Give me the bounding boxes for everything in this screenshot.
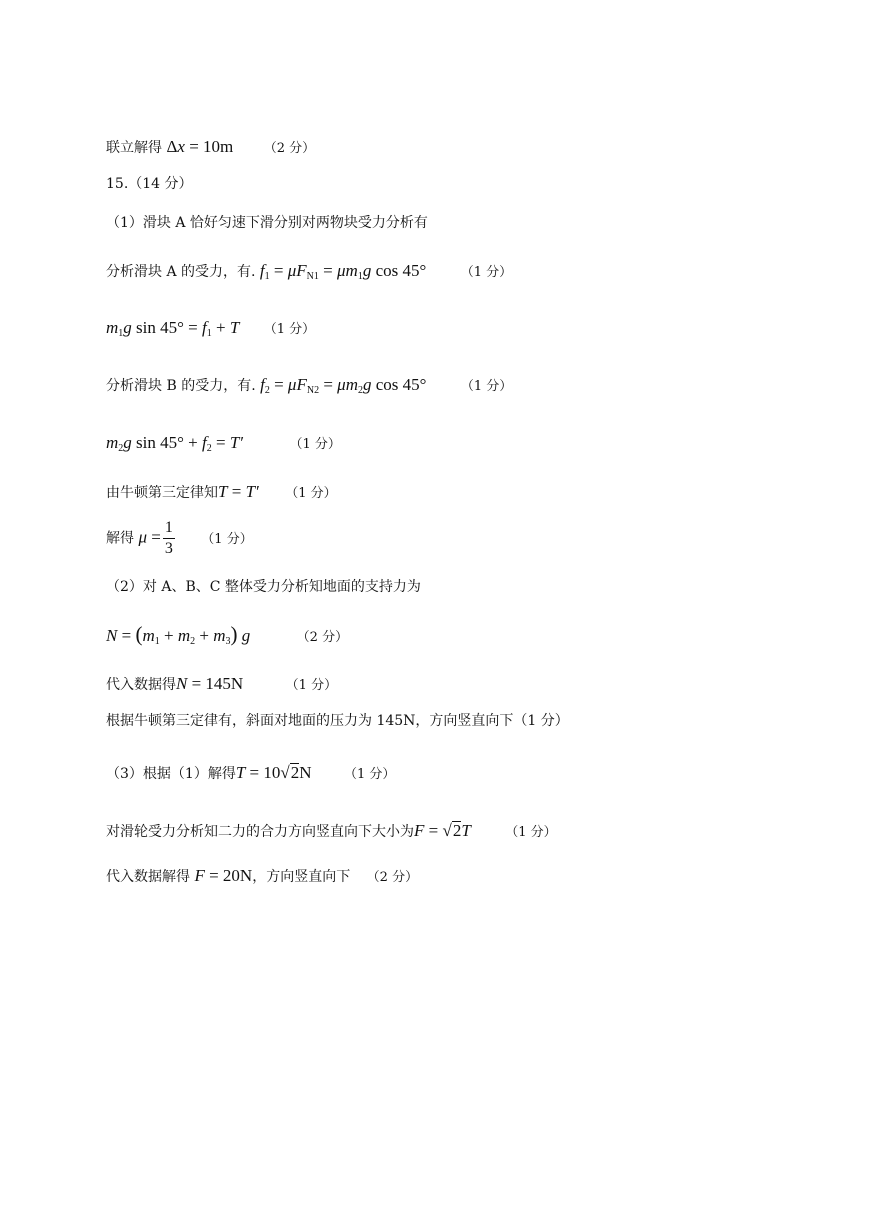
text-substitute: 代入数据得 — [106, 677, 176, 693]
text-jiede: 解得 — [106, 530, 134, 547]
solution-line-f1 — [106, 262, 512, 282]
solution-line-f2 — [106, 376, 512, 396]
score-mark: （1 分） — [505, 825, 557, 840]
solution-line-n — [106, 624, 348, 647]
text-lianli: 联立解得 — [106, 140, 162, 156]
score-mark: （1 分） — [460, 379, 513, 394]
text-direction: ，方向竖直向下 — [252, 869, 351, 885]
text-pressure: 根据牛顿第三定律有，斜面对地面的压力为 145N，方向竖直向下（1 分） — [106, 713, 569, 729]
text-substitute-solve: 代入数据解得 — [106, 869, 190, 885]
score-mark: （1 分） — [460, 265, 513, 280]
solution-line-1 — [106, 138, 315, 155]
score-mark: （1 分） — [201, 531, 253, 547]
equation-mu: μ = — [138, 527, 161, 547]
score-mark: （1 分） — [289, 437, 341, 452]
text-analysis-b: 分析滑块 B 的受力，有. — [106, 378, 256, 394]
equation-tension: T = 10√2N — [235, 763, 312, 782]
solution-line-eq-a — [106, 319, 315, 339]
score-mark: （1 分） — [285, 486, 337, 501]
score-mark: （2 分） — [366, 870, 419, 885]
solution-line-tension — [106, 763, 395, 782]
score-mark: （1 分） — [263, 322, 316, 337]
fraction-one-third: $\frac{1}{3}$ — [164, 519, 173, 557]
equation-f-20: F = 20N — [194, 866, 253, 885]
text-analysis-a: 分析滑块 A 的受力，有. — [106, 264, 256, 280]
equation-n-145: N = 145N — [176, 674, 244, 693]
part-1-intro — [106, 216, 428, 230]
score-mark: （2 分） — [263, 141, 316, 156]
solution-line-final — [106, 867, 418, 884]
equation-delta-x: Δx = 10m — [166, 137, 234, 156]
score-mark: （1 分） — [343, 767, 396, 782]
question-number: 15.（14 分） — [106, 176, 193, 192]
solution-line-eq-b — [106, 434, 341, 454]
part-1-text: （1）滑块 A 恰好匀速下滑分别对两物块受力分析有 — [106, 215, 428, 231]
score-mark: （1 分） — [285, 678, 338, 693]
equation-f1: $f_1 = \mu F_{N1} = \mu m_1g$ cos 45° — [259, 261, 427, 282]
text-pulley-analysis: 对滑轮受力分析知二力的合力方向竖直向下大小为 — [106, 824, 414, 840]
part-3-text: （3）根据（1）解得 — [106, 766, 236, 782]
score-mark: （2 分） — [296, 630, 349, 645]
question-15-header — [106, 177, 193, 191]
text-newton-third: 由牛顿第三定律知 — [106, 485, 218, 501]
part-2-text: （2）对 A、B、C 整体受力分析知地面的支持力为 — [106, 579, 421, 595]
solution-line-newton3 — [106, 483, 337, 500]
equation-resultant: F = √2T — [414, 821, 471, 840]
equation-balance-b: $m_2g$ $\sin 45^\circ + f_2 = T'$ — [106, 433, 244, 454]
solution-line-pulley — [106, 821, 557, 840]
part-2-intro — [106, 580, 421, 594]
solution-line-n-value — [106, 675, 337, 692]
solution-line-mu — [106, 520, 253, 557]
equation-normal-force: $N = (m_1 + m_2 + m_3)$ g — [106, 622, 251, 647]
equation-t-equal: T = T′ — [218, 482, 259, 501]
solution-line-pressure — [106, 714, 569, 728]
equation-balance-a: $m_1g$ $\sin 45^\circ = f_1 + T$ — [106, 318, 240, 339]
equation-f2: $f_2 = \mu F_{N2} = \mu m_2g$ cos 45° — [260, 375, 427, 396]
